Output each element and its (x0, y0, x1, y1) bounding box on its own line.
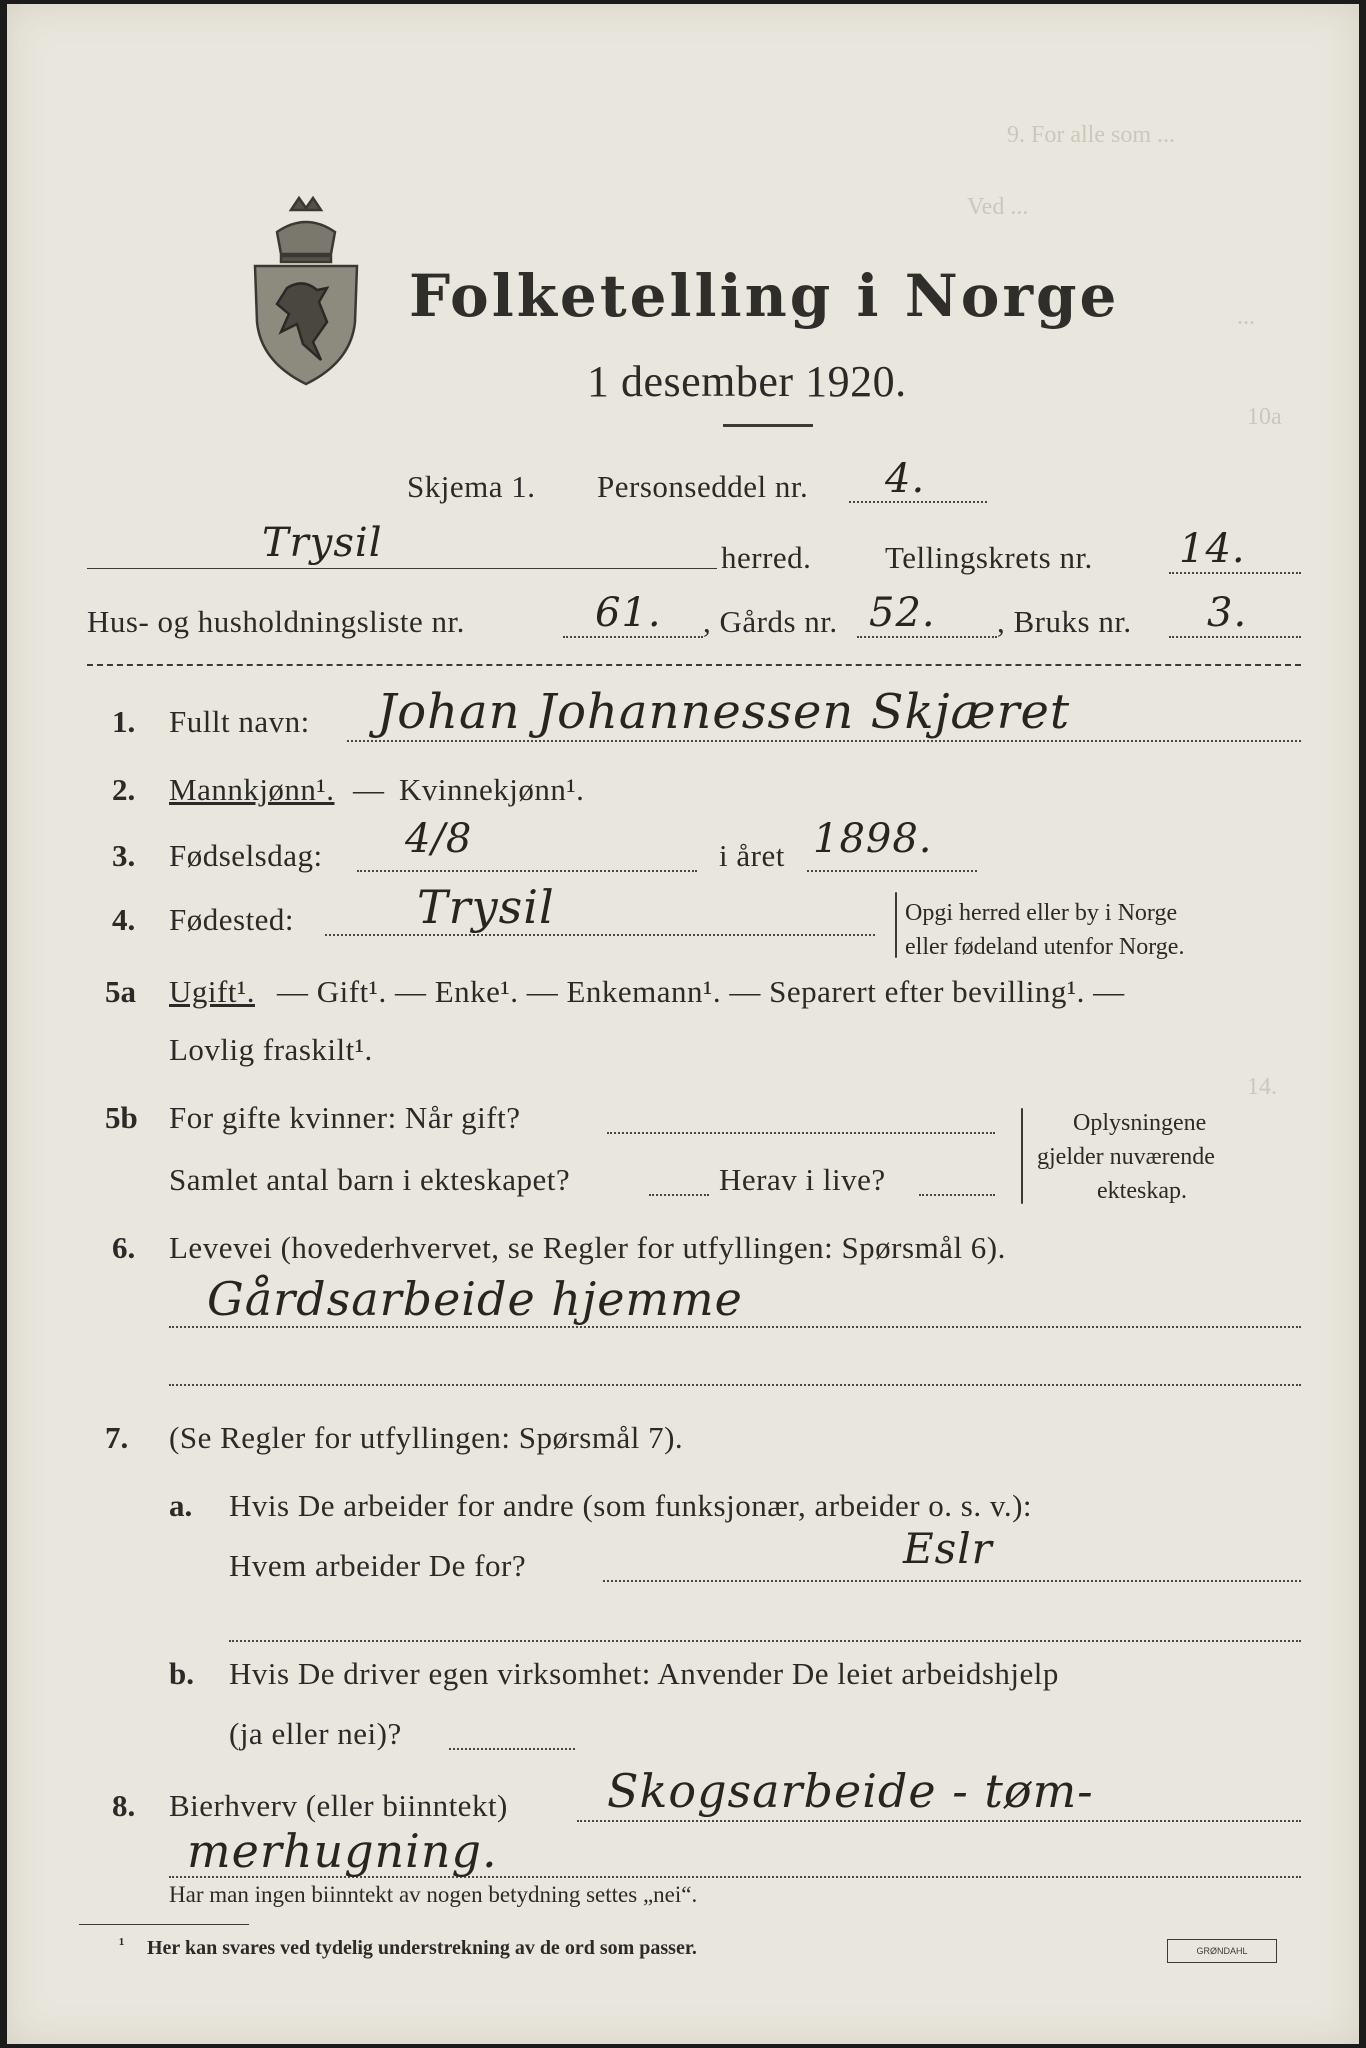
personseddel-value: 4. (885, 456, 926, 502)
hus-value: 61. (595, 590, 662, 636)
q5a-number: 5a (105, 974, 136, 1009)
q6-label: Levevei (hovederhvervet, se Regler for utfyllingen: Spørsmål 6). (169, 1230, 1006, 1265)
q4-label: Fødested: (169, 902, 295, 937)
kvinnekjonn-option[interactable]: Kvinnekjønn¹. (399, 772, 585, 807)
gards-value: 52. (869, 590, 936, 636)
q3-label: Fødselsdag: (169, 838, 323, 873)
q7b-line-2: (ja eller nei)? (229, 1716, 402, 1751)
year-field[interactable] (807, 870, 977, 872)
year-label: i året (719, 838, 785, 873)
footnote-text: Her kan svares ved tydelig understrekning av de ord som passer. (147, 1937, 697, 1959)
q7b-number: b. (169, 1656, 194, 1691)
employer-field[interactable] (603, 1580, 1301, 1582)
q3-number: 3. (112, 838, 136, 873)
bleed-through-text: Ved ... (967, 194, 1029, 220)
side-income-value-2: merhugning. (187, 1824, 498, 1878)
q6-number: 6. (112, 1230, 136, 1265)
employer-field-2[interactable] (229, 1640, 1301, 1642)
herav-label: Herav i live? (719, 1162, 886, 1197)
gards-label: , Gårds nr. (703, 604, 838, 639)
hus-field[interactable] (563, 636, 703, 638)
bruks-label: , Bruks nr. (997, 604, 1132, 639)
q1-label: Fullt navn: (169, 704, 310, 739)
occupation-value: Gårdsarbeide hjemme (207, 1272, 743, 1326)
q7a-line-1: Hvis De arbeider for andre (som funksjonær, arbeider o. s. v.): (229, 1488, 1033, 1523)
children-count-field[interactable] (649, 1194, 709, 1196)
norway-coat-of-arms-icon (247, 192, 365, 388)
q4-brace (895, 892, 897, 958)
mannkjonn-option[interactable]: Mannkjønn¹. (169, 772, 335, 807)
bleed-through-text: 10a (1247, 404, 1282, 430)
q8-label: Bierhverv (eller biinntekt) (169, 1788, 508, 1823)
q2-number: 2. (112, 772, 136, 807)
q5b-number: 5b (105, 1100, 138, 1135)
q7a-number: a. (169, 1488, 193, 1523)
q5b-note-2: gjelder nuværende (1037, 1144, 1215, 1170)
tellingskrets-field[interactable] (1169, 572, 1301, 574)
ugift-option[interactable]: Ugift¹. (169, 974, 255, 1009)
printer-stamp: GRØNDAHL (1167, 1939, 1277, 1963)
marital-options[interactable]: — Gift¹. — Enke¹. — Enkemann¹. — Separert efter bevilling¹. — (277, 974, 1125, 1009)
year-value: 1898. (813, 816, 933, 862)
no-income-note: Har man ingen biinntekt av nogen betydning settes „nei“. (169, 1882, 698, 1907)
birthday-field[interactable] (357, 870, 697, 872)
q5b-note-3: ekteskap. (1097, 1178, 1187, 1204)
birthday-value: 4/8 (405, 816, 473, 862)
q7a-line-2: Hvem arbeider De for? (229, 1548, 527, 1583)
hus-label: Hus- og husholdningsliste nr. (87, 604, 465, 639)
married-when-field[interactable] (607, 1132, 995, 1134)
bleed-through-text: 14. (1247, 1074, 1277, 1100)
bleed-through-text: ... (1237, 304, 1255, 330)
q7b-line-1: Hvis De driver egen virksomhet: Anvender De leiet arbeidshjelp (229, 1656, 1059, 1691)
title-divider (723, 424, 813, 427)
footnote-mark: ¹ (119, 1934, 125, 1954)
tellingskrets-value: 14. (1179, 526, 1246, 572)
q8-number: 8. (112, 1788, 136, 1823)
q7-number: 7. (105, 1420, 129, 1455)
bruks-field[interactable] (1169, 636, 1301, 638)
herred-value: Trysil (262, 520, 383, 566)
q4-note-2: eller fødeland utenfor Norge. (905, 934, 1185, 960)
full-name-field[interactable] (347, 740, 1301, 742)
census-form-page (7, 4, 1359, 2044)
personseddel-label: Personseddel nr. (597, 469, 809, 504)
bleed-through-text: 9. For alle som ... (1007, 122, 1175, 148)
bruks-value: 3. (1207, 590, 1248, 636)
full-name-value: Johan Johannessen Skjæret (377, 684, 1071, 740)
q5b-line-2: Samlet antal barn i ekteskapet? (169, 1162, 571, 1197)
side-income-value-1: Skogsarbeide - tøm- (607, 1764, 1094, 1818)
q4-number: 4. (112, 902, 136, 937)
lovlig-fraskilt-option[interactable]: Lovlig fraskilt¹. (169, 1032, 373, 1067)
side-income-field-1[interactable] (577, 1820, 1301, 1822)
birthplace-value: Trysil (417, 880, 555, 934)
employer-value: Eslr (903, 1524, 993, 1573)
q1-number: 1. (112, 704, 136, 739)
birthplace-field[interactable] (325, 934, 875, 936)
herred-label: herred. (721, 540, 812, 575)
q7-label: (Se Regler for utfyllingen: Spørsmål 7). (169, 1420, 684, 1455)
form-date: 1 desember 1920. (587, 357, 907, 406)
section-divider (87, 664, 1301, 666)
q5b-brace (1021, 1108, 1023, 1204)
tellingskrets-label: Tellingskrets nr. (885, 540, 1093, 575)
skjema-label: Skjema 1. (407, 469, 536, 504)
q2-separator: — (353, 772, 385, 807)
gards-field[interactable] (857, 636, 997, 638)
footnote-divider (79, 1924, 249, 1925)
q5b-note-1: Oplysningene (1073, 1110, 1207, 1136)
q4-note-1: Opgi herred eller by i Norge (905, 900, 1178, 926)
form-title: Folketelling i Norge (409, 262, 1120, 330)
occupation-field-1[interactable] (169, 1326, 1301, 1328)
hired-help-field[interactable] (449, 1748, 575, 1750)
q5b-line-1: For gifte kvinner: Når gift? (169, 1100, 521, 1135)
children-alive-field[interactable] (919, 1194, 995, 1196)
herred-field[interactable] (87, 568, 717, 569)
occupation-field-2[interactable] (169, 1384, 1301, 1386)
